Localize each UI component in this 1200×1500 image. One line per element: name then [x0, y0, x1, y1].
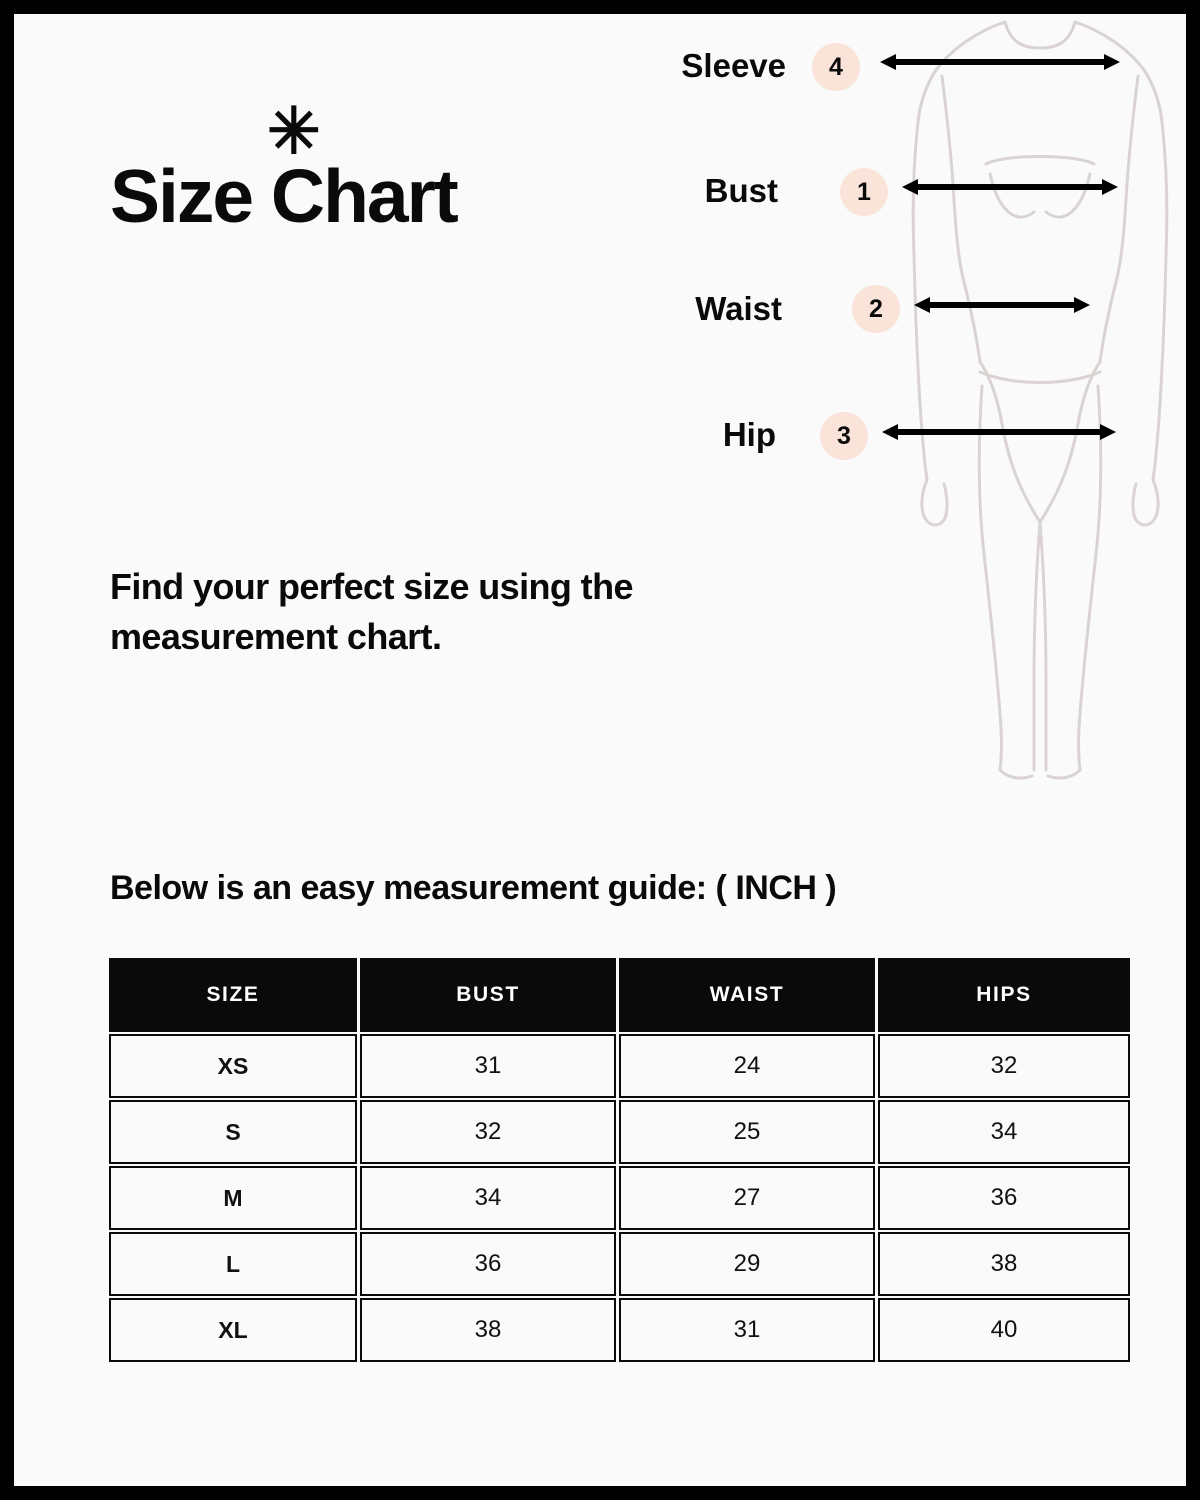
label-sleeve: Sleeve [681, 47, 786, 84]
column-header-size: SIZE [109, 958, 357, 1032]
label-hip: Hip [722, 416, 776, 453]
size-chart-page [14, 14, 1186, 1486]
cell-size: L [109, 1232, 357, 1296]
badge-waist: 2 [852, 285, 900, 333]
measurement-guide-heading: Below is an easy measurement guide: ( INCH ) [110, 869, 837, 907]
cell-bust: 36 [360, 1232, 616, 1296]
table-row [109, 1232, 1130, 1296]
cell-hips: 36 [878, 1166, 1130, 1230]
table-header-row [109, 958, 1130, 1032]
cell-bust: 31 [360, 1034, 616, 1098]
asterisk-icon: ✳ [267, 95, 321, 167]
label-bust: Bust [704, 172, 778, 209]
cell-waist: 29 [619, 1232, 875, 1296]
badge-bust: 1 [840, 168, 888, 216]
size-table-container [106, 956, 1118, 1364]
badge-hip: 3 [820, 412, 868, 460]
badge-sleeve: 4 [812, 43, 860, 91]
table-row [109, 1034, 1130, 1098]
measurement-diagram [654, 14, 1186, 794]
cell-hips: 38 [878, 1232, 1130, 1296]
cell-waist: 27 [619, 1166, 875, 1230]
cell-hips: 40 [878, 1298, 1130, 1362]
arrow-waist [914, 293, 1090, 322]
arrow-sleeve [880, 50, 1120, 79]
cell-size: M [109, 1166, 357, 1230]
label-waist: Waist [695, 290, 782, 327]
page-title: Size Chart [110, 154, 457, 238]
cell-size: XL [109, 1298, 357, 1362]
cell-waist: 25 [619, 1100, 875, 1164]
cell-size: S [109, 1100, 357, 1164]
cell-bust: 32 [360, 1100, 616, 1164]
cell-bust: 38 [360, 1298, 616, 1362]
cell-hips: 32 [878, 1034, 1130, 1098]
column-header-waist: WAIST [619, 958, 875, 1032]
arrow-bust [902, 175, 1118, 204]
table-row [109, 1298, 1130, 1362]
column-header-hips: HIPS [878, 958, 1130, 1032]
subtitle-text: Find your perfect size using the measurement chart. [110, 566, 633, 657]
cell-hips: 34 [878, 1100, 1130, 1164]
cell-waist: 31 [619, 1298, 875, 1362]
cell-size: XS [109, 1034, 357, 1098]
cell-bust: 34 [360, 1166, 616, 1230]
female-body-outline-icon [894, 14, 1186, 794]
cell-waist: 24 [619, 1034, 875, 1098]
column-header-bust: BUST [360, 958, 616, 1032]
table-row [109, 1100, 1130, 1164]
table-row [109, 1166, 1130, 1230]
arrow-hip [882, 420, 1116, 449]
size-table [106, 956, 1133, 1364]
